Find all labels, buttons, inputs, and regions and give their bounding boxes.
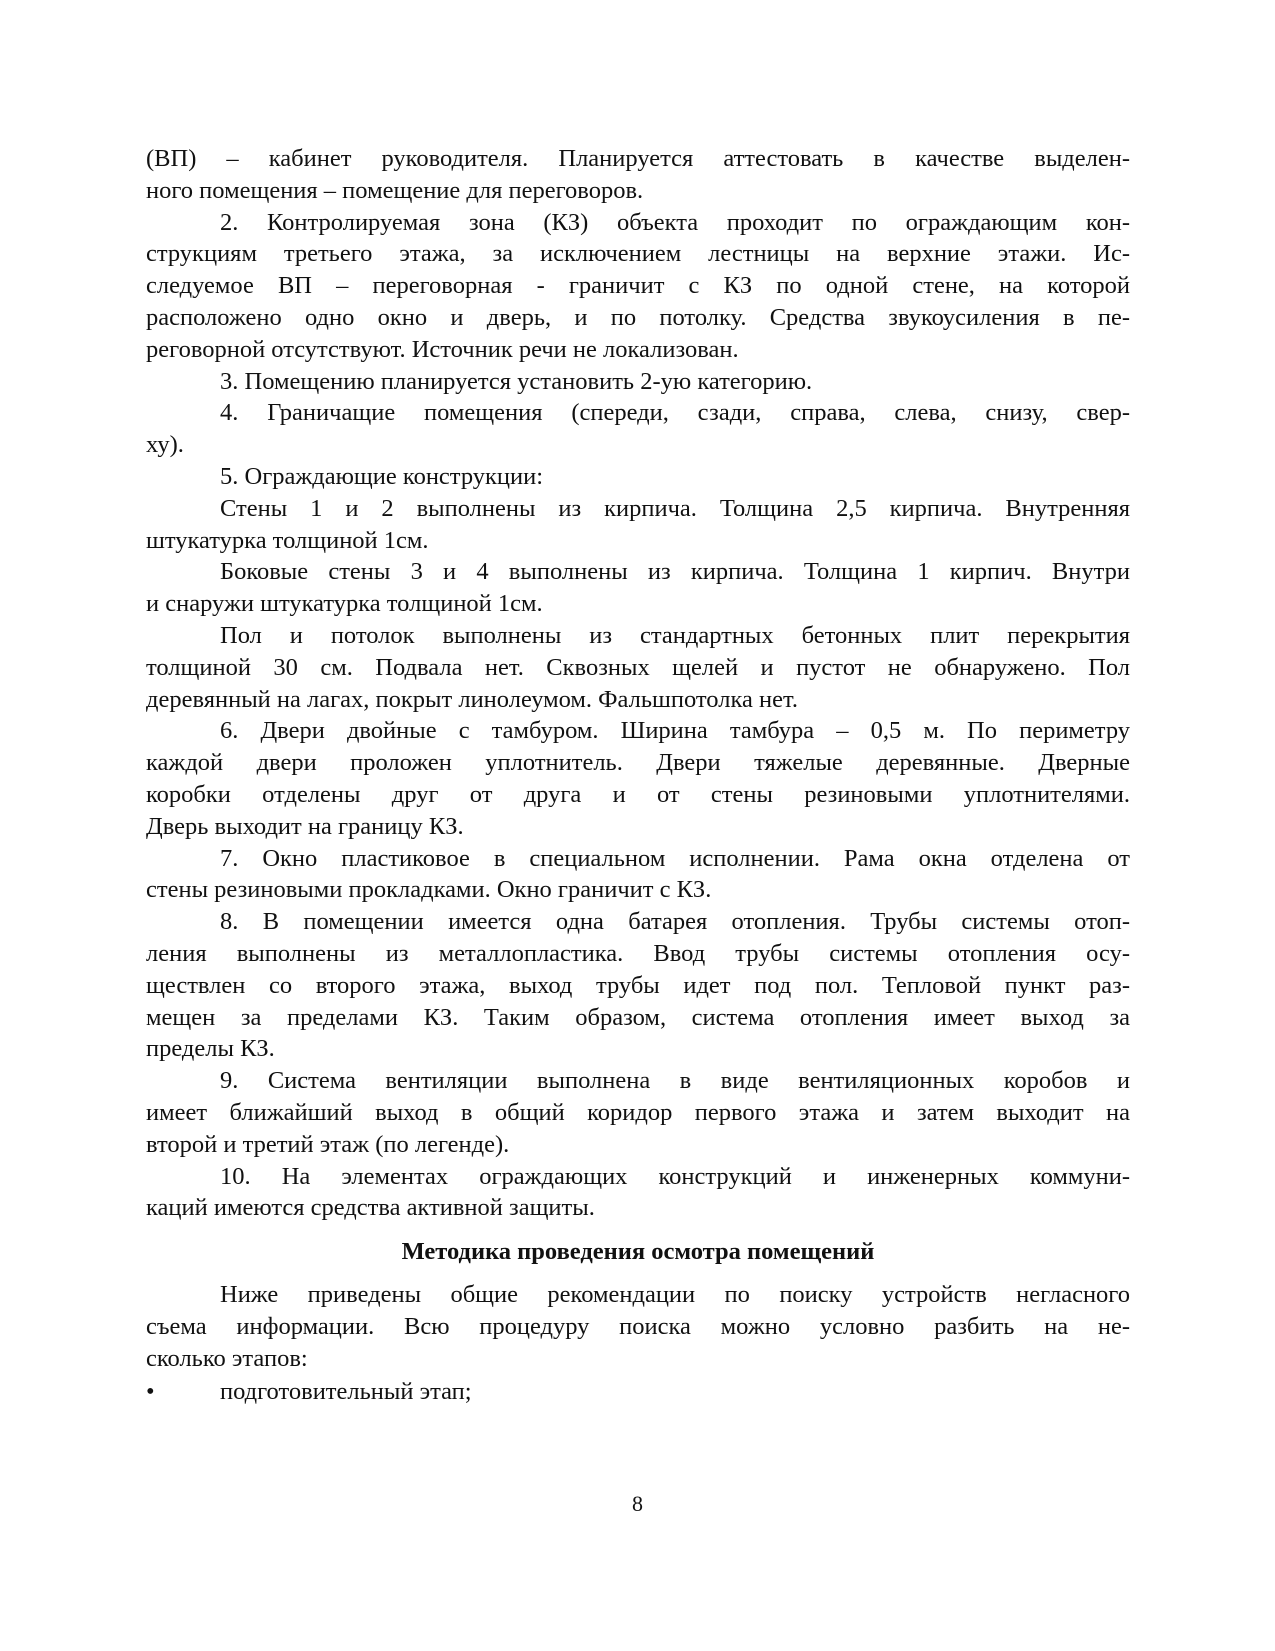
text-line: сколько этапов: <box>146 1344 308 1372</box>
text-line: 8. В помещении имеется одна батарея отопления. Трубы системы отоп- <box>220 908 1130 936</box>
section-heading: Методика проведения осмотра помещений <box>401 1238 875 1265</box>
text-line: 9. Система вентиляции выполнена в виде вентиляционных коробов и <box>220 1067 1130 1095</box>
text-line: стены резиновыми прокладками. Окно граничит с КЗ. <box>146 876 712 904</box>
text-line: 7. Окно пластиковое в специальном исполнении. Рама окна отделена от <box>220 844 1130 872</box>
text-line: ху). <box>146 431 184 459</box>
text-line: 5. Ограждающие конструкции: <box>220 463 544 490</box>
text-line: расположено одно окно и дверь, и по потолку. Средства звукоусиления в пе- <box>146 304 1130 331</box>
text-line: ного помещения – помещение для переговоров. <box>146 176 644 204</box>
text-line: 10. На элементах ограждающих конструкций и инженерных коммуни- <box>220 1162 1130 1190</box>
text-line: имеет ближайший выход в общий коридор первого этажа и затем выходит на <box>146 1099 1130 1126</box>
text-line: второй и третий этаж (по легенде). <box>146 1130 510 1158</box>
text-line: 2. Контролируемая зона (КЗ) объекта проходит по ограждающим кон- <box>220 208 1130 236</box>
text-line: реговорной отсутствуют. Источник речи не локализован. <box>146 335 739 363</box>
text-line: Дверь выходит на границу КЗ. <box>146 812 464 840</box>
text-line: пределы КЗ. <box>146 1035 275 1063</box>
text-line: струкциям третьего этажа, за исключением лестницы на верхние этажи. Ис- <box>146 240 1130 268</box>
text-line: ления выполнены из металлопластика. Ввод трубы системы отопления осу- <box>146 940 1130 967</box>
text-line: толщиной 30 см. Подвала нет. Сквозных щелей и пустот не обнаружено. Пол <box>146 653 1130 681</box>
text-line: ществлен со второго этажа, выход трубы идет под пол. Тепловой пункт раз- <box>146 971 1130 999</box>
text-line: (ВП) – кабинет руководителя. Планируется аттестовать в качестве выделен- <box>146 145 1130 172</box>
text-line: Ниже приведены общие рекомендации по поиску устройств негласного <box>220 1281 1130 1308</box>
bullet-marker: • <box>146 1378 155 1405</box>
text-line: штукатурка толщиной 1см. <box>146 526 429 554</box>
text-line: каций имеются средства активной защиты. <box>146 1194 595 1222</box>
text-line: Стены 1 и 2 выполнены из кирпича. Толщина 2,5 кирпича. Внутренняя <box>220 494 1130 522</box>
text-line: мещен за пределами КЗ. Таким образом, система отопления имеет выход за <box>146 1003 1130 1031</box>
text-line: и снаружи штукатурка толщиной 1см. <box>146 590 543 618</box>
text-line: Боковые стены 3 и 4 выполнены из кирпича. Толщина 1 кирпич. Внутри <box>220 558 1130 586</box>
text-line: 3. Помещению планируется установить 2-ую категорию. <box>220 367 813 395</box>
page-number: 8 <box>632 1491 643 1516</box>
text-line: съема информации. Всю процедуру поиска можно условно разбить на не- <box>146 1312 1130 1340</box>
text-line: следуемое ВП – переговорная - граничит с КЗ по одной стене, на которой <box>146 272 1130 300</box>
text-line: каждой двери проложен уплотнитель. Двери тяжелые деревянные. Дверные <box>146 749 1130 777</box>
text-line: 4. Граничащие помещения (спереди, сзади, справа, слева, снизу, свер- <box>220 399 1130 427</box>
text-line: Пол и потолок выполнены из стандартных бетонных плит перекрытия <box>220 622 1130 649</box>
bullet-item: подготовительный этап; <box>220 1378 472 1405</box>
text-line: деревянный на лагах, покрыт линолеумом. Фальшпотолка нет. <box>146 685 798 713</box>
text-line: 6. Двери двойные с тамбуром. Ширина тамбура – 0,5 м. По периметру <box>220 717 1130 745</box>
text-line: коробки отделены друг от друга и от стены резиновыми уплотнителями. <box>146 781 1130 808</box>
